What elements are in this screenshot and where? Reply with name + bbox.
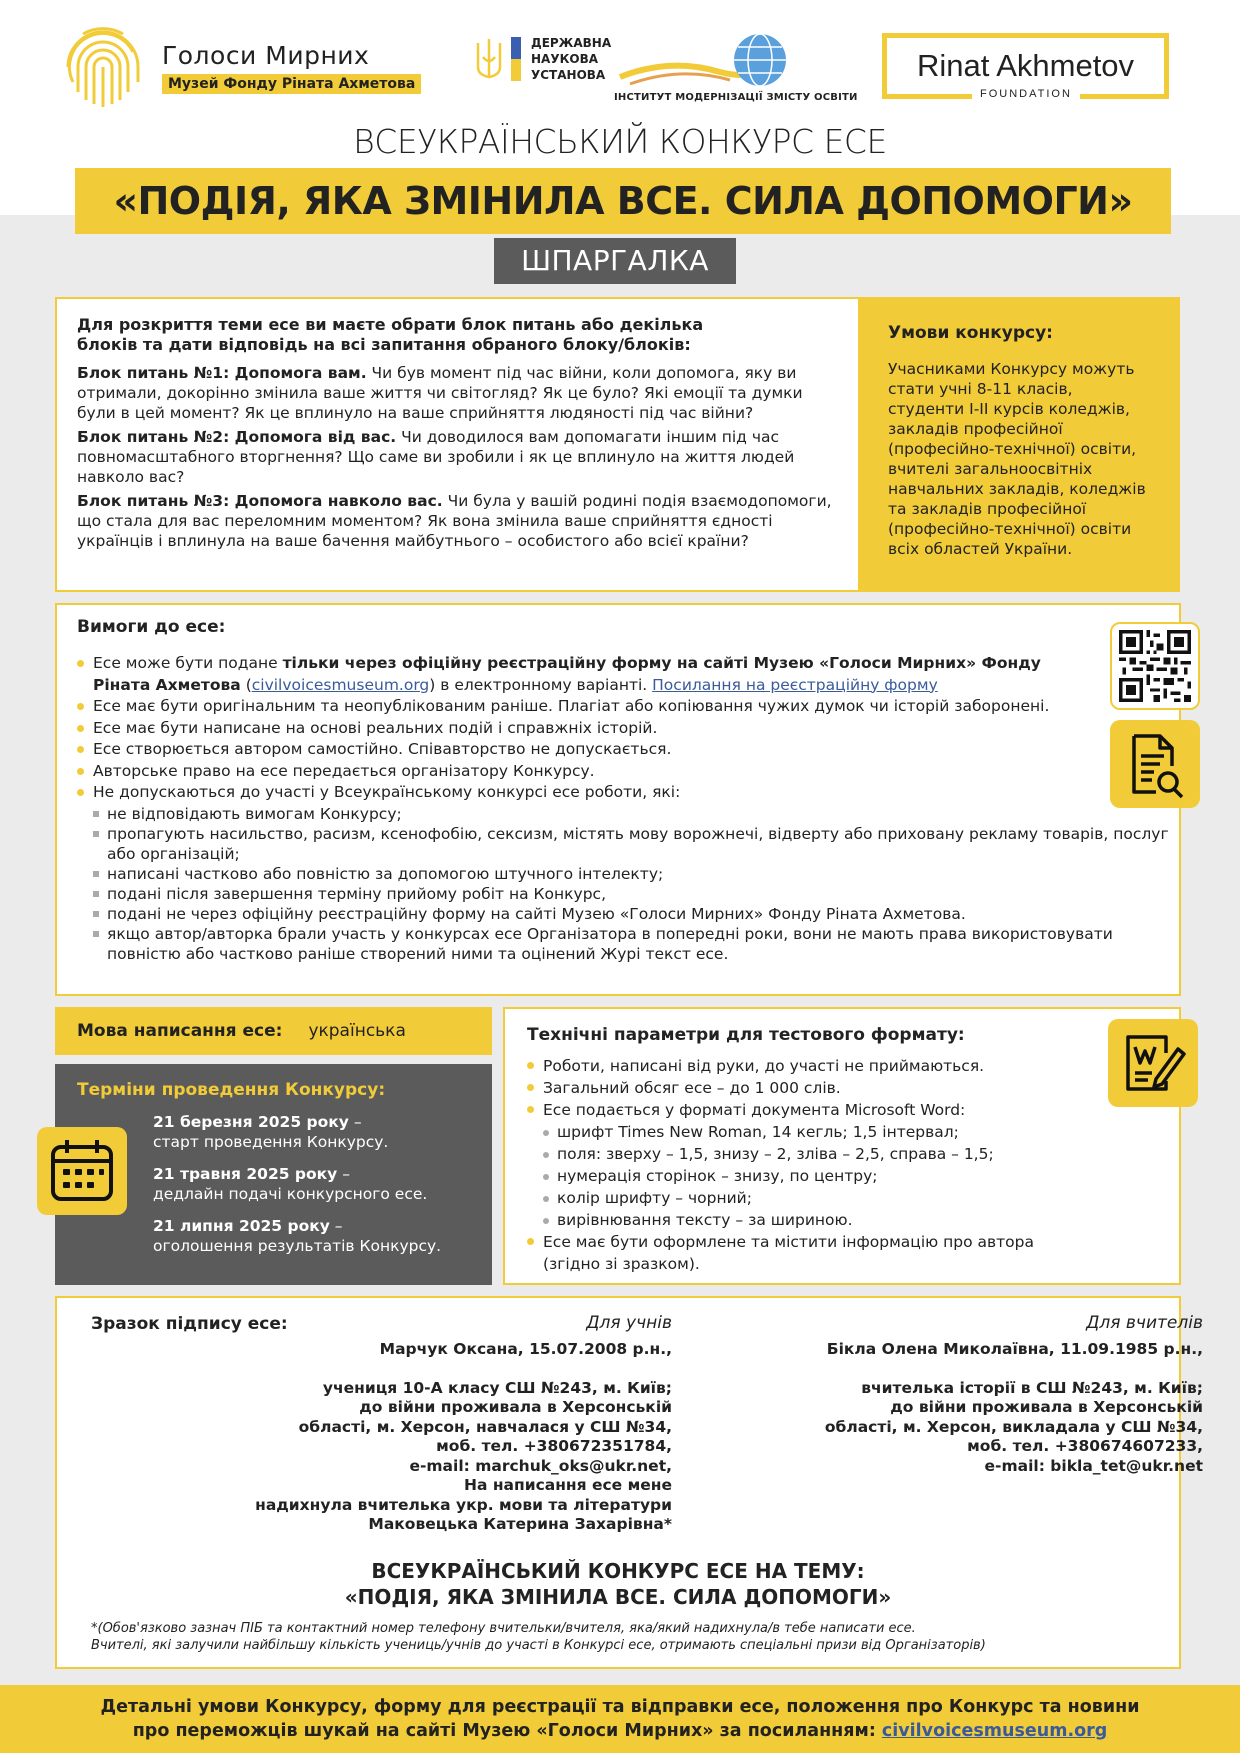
exclusion-item: пропагують насильство, расизм, ксенофобію, сексизм, містять мову ворожнечі, відверту або приховану рекламу товарів, послуг або організацій; bbox=[93, 824, 1173, 864]
footer-line1: Детальні умови Конкурсу, форму для реєстрації та відправки есе, положення про Конкурс та новини bbox=[100, 1697, 1140, 1717]
format-item: поля: зверху – 1,5, знизу – 2, зліва – 2,5, справа – 1,5; bbox=[543, 1143, 1157, 1165]
teacher-sample-label: Для вчителів bbox=[1086, 1313, 1203, 1333]
exclusion-item: написані частково або повністю за допомогою штучного інтелекту; bbox=[93, 864, 1173, 884]
format-item: вирівнювання тексту – за шириною. bbox=[543, 1209, 1157, 1231]
tech-title: Технічні параметри для тестового формату: bbox=[527, 1025, 965, 1045]
requirement-item: Есе створюється автором самостійно. Співавторство не допускається. bbox=[77, 739, 1097, 761]
teacher-sample: Для вчителів Бікла Олена Миколаївна, 11.09.1985 р.н., вчителька історії в СШ №243, м. Київ; до війни проживала в Херсонській області, м. Херсон, викладала у СШ №34, моб. тел. +380674607233, e-mail: bikla_tet@ukr.net bbox=[757, 1314, 1203, 1476]
topics-box bbox=[55, 297, 860, 592]
civil-voices-logo[interactable] bbox=[58, 22, 421, 112]
date-item: 21 березня 2025 року – старт проведення Конкурсу. bbox=[153, 1113, 389, 1151]
topic-block-1: Блок питань №1: Допомога вам. Чи був момент під час війни, коли допомога, яку ви отримали, докорінно змінила ваше життя чи світогляд? Як це було? Які емоції та думки були в цей момент? Як це вплинуло на ваше сприйняття людяності під час війни? bbox=[77, 364, 803, 422]
institute-caption: ІНСТИТУТ МОДЕРНІЗАЦІЇ ЗМІСТУ ОСВІТИ bbox=[614, 92, 858, 103]
exclusion-item: подані не через офіційну реєстраційну форму на сайті Музею «Голоси Мирних» Фонду Ріната Ахметова. bbox=[93, 904, 1173, 924]
exclusion-item: подані після завершення терміну прийому робіт на Конкурс, bbox=[93, 884, 1173, 904]
topic-block-2: Блок питань №2: Допомога від вас. Чи доводилося вам допомагати іншим під час повномасштабного вторгнення? Що саме ви зробили і як це вплинуло на життя людей навколо вас? bbox=[77, 428, 795, 486]
calendar-icon bbox=[37, 1127, 127, 1215]
tech-item: Есе має бути оформлене та містити інформацію про автора (згідно зі зразком). bbox=[527, 1231, 1087, 1275]
contest-subtitle: ВСЕУКРАЇНСЬКИЙ КОНКУРС ЕСЕ bbox=[353, 122, 887, 161]
requirements-title: Вимоги до есе: bbox=[77, 617, 226, 637]
exclusion-item: не відповідають вимогам Конкурсу; bbox=[93, 804, 1173, 824]
requirement-item: Есе має бути оригінальним та неопублікованим раніше. Плагіат або копіювання чужих думок чи історій заборонені. bbox=[77, 696, 1097, 718]
footnote: *(Обов'язково зазнач ПІБ та контактний номер телефону вчительки/вчителя, яка/який надихнула/в тебе написати есе. Вчителі, які залучили найбільшу кількість учениць/учнів до участі в Конкурсі есе, отримають спеціальні призи від Організаторів) bbox=[91, 1621, 986, 1653]
requirement-item: Не допускаються до участі у Всеукраїнському конкурсі есе роботи, які: bbox=[77, 782, 1097, 804]
format-item: шрифт Times New Roman, 14 кегль; 1,5 інтервал; bbox=[543, 1121, 1157, 1143]
requirements-box bbox=[55, 603, 1181, 996]
language-label: Мова написання есе: bbox=[77, 1021, 283, 1041]
student-sample: Для учнів Марчук Оксана, 15.07.2008 р.н., учениця 10-А класу СШ №243, м. Київ; до війни проживала в Херсонській області, м. Херсон, навчалася у СШ №34, моб. тел. +380672351784, e-mail: marchuk_oks@ukr.net, На написання есе мене надихнула вчителька укр. мови та літератури Маковецька Катерина Захарівна* bbox=[207, 1314, 672, 1535]
tech-item: Есе подається у форматі документа Microsoft Word: bbox=[527, 1099, 1157, 1121]
trident-icon bbox=[475, 37, 503, 81]
document-pen-icon bbox=[1108, 1019, 1198, 1107]
logo-subtitle: Музей Фонду Ріната Ахметова bbox=[162, 74, 421, 94]
footer-site-link[interactable]: civilvoicesmuseum.org bbox=[881, 1721, 1108, 1741]
footer bbox=[0, 1685, 1240, 1753]
language-box bbox=[55, 1007, 492, 1055]
foundation-sub: FOUNDATION bbox=[972, 88, 1080, 100]
footer-line2: про переможців шукай на сайті Музею «Голоси Мирних» за посиланням: civilvoicesmuseum.org bbox=[132, 1721, 1108, 1741]
requirement-item: Есе може бути подане тільки через офіційну реєстраційну форму на сайті Музею «Голоси Мирних» Фонду Ріната Ахметова (civilvoicesmuseum.org) в електронному варіанті. Посилання на реєстраційну форму bbox=[77, 653, 1097, 696]
student-sample-label: Для учнів bbox=[586, 1313, 672, 1333]
topics-intro: Для розкриття теми есе ви маєте обрати блок питань або декілька блоків та дати відповідь на всі запитання обраного блоку/блоків: bbox=[77, 315, 704, 354]
site-link[interactable]: civilvoicesmuseum.org bbox=[251, 675, 430, 694]
requirement-item: Есе має бути написане на основі реальних подій і справжніх історій. bbox=[77, 718, 1097, 740]
signature-sample-box bbox=[55, 1296, 1203, 1669]
date-item: 21 липня 2025 року – оголошення результатів Конкурсу. bbox=[153, 1217, 442, 1255]
cheat-sheet-label: ШПАРГАЛКА bbox=[494, 238, 736, 284]
conditions-box bbox=[858, 297, 1180, 592]
state-institution-logo bbox=[475, 35, 611, 83]
exclusion-item: якщо автор/авторка брали участь у конкурсах есе Організатора в попередні роки, вони не мають права використовувати повністю або частково раніше створений ними та оцінений Журі текст есе. bbox=[93, 924, 1173, 964]
format-item: колір шрифту – чорний; bbox=[543, 1187, 1157, 1209]
date-item: 21 травня 2025 року – дедлайн подачі конкурсного есе. bbox=[153, 1165, 428, 1203]
document-search-icon bbox=[1110, 720, 1200, 808]
logo-title: Голоси Мирних bbox=[162, 40, 370, 70]
sample-essay-heading: ВСЕУКРАЇНСЬКИЙ КОНКУРС ЕСЕ НА ТЕМУ: «ПОДІЯ, ЯКА ЗМІНИЛА ВСЕ. СИЛА ДОПОМОГИ» bbox=[344, 1559, 892, 1609]
qr-code-icon[interactable] bbox=[1110, 622, 1200, 710]
state-institution-text: ДЕРЖАВНА НАУКОВА УСТАНОВА bbox=[531, 36, 612, 82]
requirement-item: Авторське право на есе передається організатору Конкурсу. bbox=[77, 761, 1097, 783]
ukraine-flag-bar bbox=[511, 37, 521, 81]
tech-item: Роботи, написані від руки, до участі не приймаються. bbox=[527, 1055, 1157, 1077]
contest-title: «ПОДІЯ, ЯКА ЗМІНИЛА ВСЕ. СИЛА ДОПОМОГИ» bbox=[75, 168, 1171, 234]
language-value: українська bbox=[308, 1021, 406, 1041]
tech-params-box bbox=[503, 1007, 1181, 1285]
format-item: нумерація сторінок – знизу, по центру; bbox=[543, 1165, 1157, 1187]
fingerprint-logo-icon bbox=[58, 22, 148, 112]
topic-block-3: Блок питань №3: Допомога навколо вас. Чи була у вашій родині подія взаємодопомоги, що стала для вас переломним моментом? Як вона змінила ваше сприйняття єдності українців і вплинула на ваше бачення майбутнього – особистого або всієї країни? bbox=[77, 492, 832, 550]
conditions-text: Учасниками Конкурсу можуть стати учні 8-11 класів, студенти І-ІІ курсів коледжів, закладів професійної (професійно-технічної) освіти, вчителі загальноосвітніх навчальних закладів, коледжів та закладів професійної (професійно-технічної) освіти всіх областей України. bbox=[888, 360, 1146, 558]
dates-title: Терміни проведення Конкурсу: bbox=[77, 1080, 386, 1100]
conditions-title: Умови конкурсу: bbox=[888, 323, 1053, 343]
sample-title: Зразок підпису есе: bbox=[91, 1314, 288, 1334]
registration-form-link[interactable]: Посилання на реєстраційну форму bbox=[652, 675, 938, 694]
tech-item: Загальний обсяг есе – до 1 000 слів. bbox=[527, 1077, 1157, 1099]
foundation-name: Rinat Akhmetov bbox=[916, 48, 1135, 83]
